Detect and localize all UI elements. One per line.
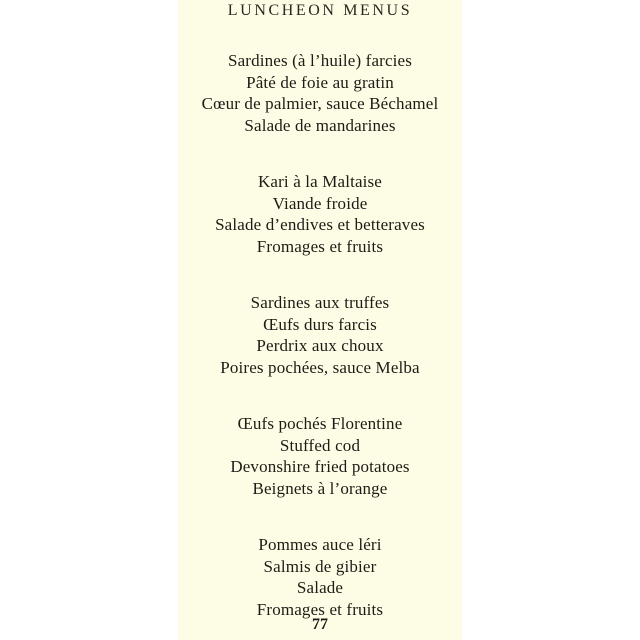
menu-item: Salmis de gibier bbox=[263, 556, 377, 576]
luncheon-menu-4 bbox=[178, 413, 462, 499]
menu-item: Pâté de foie au gratin bbox=[246, 72, 394, 92]
menu-item: Cœur de palmier, sauce Béchamel bbox=[201, 94, 439, 113]
luncheon-menu-1 bbox=[178, 50, 462, 136]
luncheon-menu-3 bbox=[178, 292, 462, 378]
menu-item: Beignets à l’orange bbox=[252, 478, 388, 498]
menu-item: Salade d’endives et betteraves bbox=[215, 215, 425, 234]
menu-item: Sardines (à l’huile) farcies bbox=[227, 51, 413, 70]
book-page bbox=[178, 0, 462, 640]
menu-item: Viande froide bbox=[272, 193, 368, 213]
menu-item: Œufs durs farcis bbox=[263, 314, 377, 334]
menu-item: Poires pochées, sauce Melba bbox=[220, 357, 420, 377]
menu-item: Salade de mandarines bbox=[244, 115, 396, 135]
menu-item: Devonshire fried potatoes bbox=[230, 457, 410, 476]
menu-item: Stuffed cod bbox=[279, 435, 361, 455]
menu-item: Perdrix aux choux bbox=[256, 336, 384, 355]
menu-item: Fromages et fruits bbox=[256, 236, 384, 256]
menu-item: Fromages et fruits bbox=[256, 599, 384, 619]
menu-item: Salade bbox=[296, 578, 344, 597]
menu-item: Kari à la Maltaise bbox=[257, 172, 382, 191]
luncheon-menu-2 bbox=[178, 171, 462, 257]
menu-item: Pommes auce léri bbox=[258, 535, 382, 554]
luncheon-menu-5 bbox=[178, 534, 462, 620]
page-number: 77 bbox=[312, 616, 328, 633]
menu-item: Sardines aux truffes bbox=[250, 293, 390, 312]
page-title: LUNCHEON MENUS bbox=[227, 2, 413, 19]
menu-item: Œufs pochés Florentine bbox=[237, 414, 403, 433]
